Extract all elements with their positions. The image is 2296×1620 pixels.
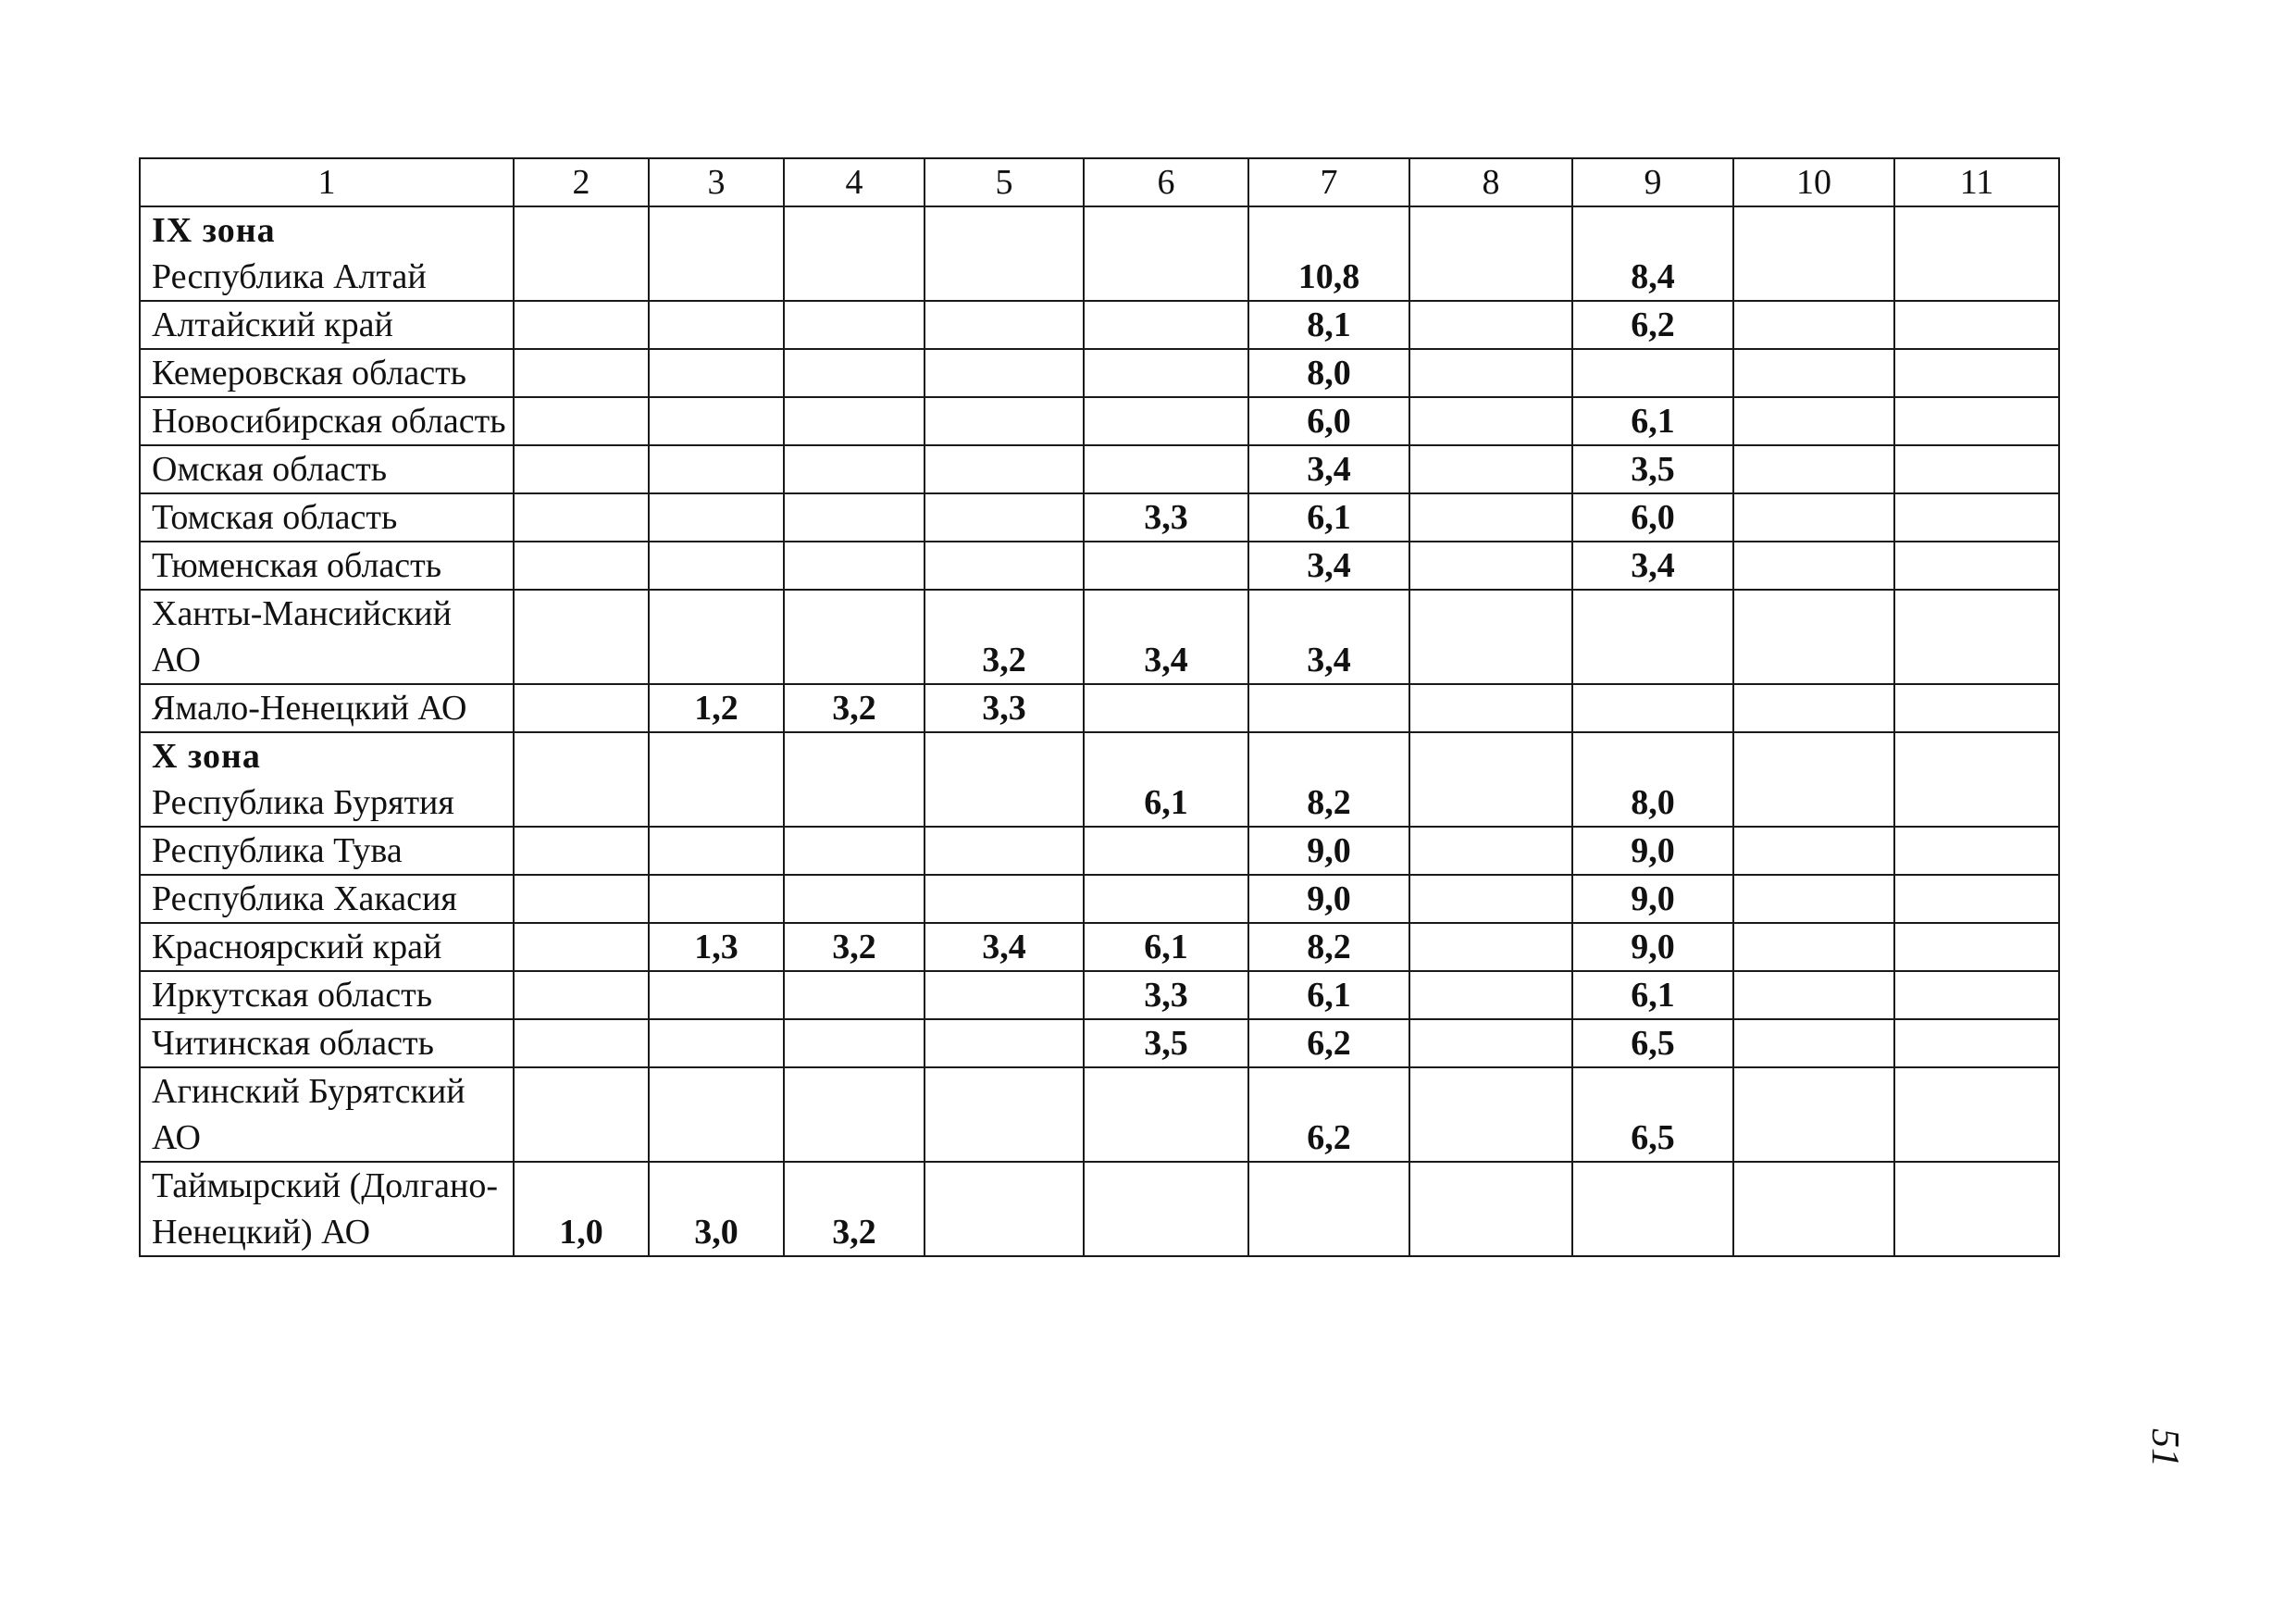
value-cell-col-11 bbox=[1894, 1067, 2059, 1162]
value-cell-col-3 bbox=[649, 301, 784, 349]
region-cell bbox=[140, 1067, 514, 1162]
region-cell bbox=[140, 542, 514, 590]
value-cell-col-2 bbox=[514, 827, 649, 875]
value-cell-col-11 bbox=[1894, 875, 2059, 923]
region-cell bbox=[140, 1019, 514, 1067]
value-cell-col-5 bbox=[925, 732, 1084, 827]
region-cell bbox=[140, 349, 514, 397]
value-cell-col-3: 3,0 bbox=[649, 1162, 784, 1256]
value-cell-col-6 bbox=[1084, 875, 1248, 923]
value-cell-col-2 bbox=[514, 590, 649, 684]
value-cell-col-7: 8,2 bbox=[1248, 923, 1409, 971]
value-cell-col-2 bbox=[514, 445, 649, 493]
value-cell-col-6: 3,3 bbox=[1084, 971, 1248, 1019]
column-number-6: 6 bbox=[1084, 158, 1248, 206]
zone-heading: X зона bbox=[152, 737, 261, 776]
value-cell-col-3 bbox=[649, 1019, 784, 1067]
value-cell-col-6 bbox=[1084, 684, 1248, 732]
column-number-11: 11 bbox=[1894, 158, 2059, 206]
value-cell-col-4 bbox=[784, 445, 925, 493]
value-cell-col-4 bbox=[784, 590, 925, 684]
value-cell-col-9 bbox=[1572, 684, 1733, 732]
region-cell bbox=[140, 827, 514, 875]
table-row bbox=[140, 732, 2059, 827]
column-number-row bbox=[140, 158, 2059, 206]
value-cell-col-3 bbox=[649, 875, 784, 923]
table-row bbox=[140, 301, 2059, 349]
value-cell-col-10 bbox=[1733, 875, 1894, 923]
region-cell bbox=[140, 1162, 514, 1256]
value-cell-col-3 bbox=[649, 590, 784, 684]
value-cell-col-11 bbox=[1894, 590, 2059, 684]
value-cell-col-7: 3,4 bbox=[1248, 542, 1409, 590]
value-cell-col-6: 6,1 bbox=[1084, 923, 1248, 971]
value-cell-col-7: 9,0 bbox=[1248, 875, 1409, 923]
value-cell-col-10 bbox=[1733, 301, 1894, 349]
region-name: Иркутская область bbox=[152, 976, 433, 1015]
region-cell bbox=[140, 923, 514, 971]
region-cell bbox=[140, 875, 514, 923]
region-cell bbox=[140, 493, 514, 542]
value-cell-col-9: 6,1 bbox=[1572, 971, 1733, 1019]
table-row bbox=[140, 971, 2059, 1019]
value-cell-col-7: 6,0 bbox=[1248, 397, 1409, 445]
value-cell-col-4 bbox=[784, 542, 925, 590]
value-cell-col-2 bbox=[514, 397, 649, 445]
value-cell-col-4 bbox=[784, 971, 925, 1019]
value-cell-col-11 bbox=[1894, 301, 2059, 349]
region-name: Республика Алтай bbox=[152, 257, 427, 296]
value-cell-col-8 bbox=[1409, 1019, 1572, 1067]
region-cell bbox=[140, 732, 514, 827]
value-cell-col-7: 3,4 bbox=[1248, 445, 1409, 493]
value-cell-col-6: 3,3 bbox=[1084, 493, 1248, 542]
value-cell-col-2 bbox=[514, 684, 649, 732]
value-cell-col-5 bbox=[925, 542, 1084, 590]
value-cell-col-2 bbox=[514, 1019, 649, 1067]
value-cell-col-7: 8,1 bbox=[1248, 301, 1409, 349]
region-name: Таймырский (Долгано-Ненецкий) АО bbox=[152, 1166, 499, 1252]
value-cell-col-11 bbox=[1894, 349, 2059, 397]
region-cell bbox=[140, 397, 514, 445]
value-cell-col-9 bbox=[1572, 590, 1733, 684]
value-cell-col-5 bbox=[925, 971, 1084, 1019]
value-cell-col-9: 8,0 bbox=[1572, 732, 1733, 827]
value-cell-col-4 bbox=[784, 875, 925, 923]
value-cell-col-7: 3,4 bbox=[1248, 590, 1409, 684]
value-cell-col-11 bbox=[1894, 827, 2059, 875]
value-cell-col-5 bbox=[925, 397, 1084, 445]
value-cell-col-2 bbox=[514, 1067, 649, 1162]
column-number-9: 9 bbox=[1572, 158, 1733, 206]
value-cell-col-6 bbox=[1084, 1162, 1248, 1256]
region-name: Республика Хакасия bbox=[152, 879, 457, 918]
value-cell-col-11 bbox=[1894, 732, 2059, 827]
value-cell-col-9 bbox=[1572, 349, 1733, 397]
column-number-1: 1 bbox=[140, 158, 514, 206]
value-cell-col-9: 6,5 bbox=[1572, 1067, 1733, 1162]
value-cell-col-4 bbox=[784, 827, 925, 875]
value-cell-col-6 bbox=[1084, 542, 1248, 590]
value-cell-col-8 bbox=[1409, 684, 1572, 732]
value-cell-col-8 bbox=[1409, 1067, 1572, 1162]
region-cell bbox=[140, 684, 514, 732]
value-cell-col-9: 6,2 bbox=[1572, 301, 1733, 349]
value-cell-col-3: 1,3 bbox=[649, 923, 784, 971]
value-cell-col-8 bbox=[1409, 349, 1572, 397]
region-cell bbox=[140, 590, 514, 684]
table-row bbox=[140, 1162, 2059, 1256]
value-cell-col-8 bbox=[1409, 206, 1572, 301]
region-cell bbox=[140, 301, 514, 349]
table-row bbox=[140, 875, 2059, 923]
value-cell-col-9: 9,0 bbox=[1572, 827, 1733, 875]
value-cell-col-8 bbox=[1409, 542, 1572, 590]
table-row bbox=[140, 827, 2059, 875]
value-cell-col-7: 6,2 bbox=[1248, 1067, 1409, 1162]
table-row bbox=[140, 445, 2059, 493]
value-cell-col-10 bbox=[1733, 1067, 1894, 1162]
value-cell-col-2 bbox=[514, 732, 649, 827]
value-cell-col-6: 6,1 bbox=[1084, 732, 1248, 827]
region-name: Республика Бурятия bbox=[152, 783, 454, 822]
value-cell-col-7: 6,1 bbox=[1248, 493, 1409, 542]
value-cell-col-2 bbox=[514, 206, 649, 301]
value-cell-col-8 bbox=[1409, 445, 1572, 493]
column-number-4: 4 bbox=[784, 158, 925, 206]
table-row bbox=[140, 349, 2059, 397]
value-cell-col-10 bbox=[1733, 1162, 1894, 1256]
value-cell-col-4: 3,2 bbox=[784, 923, 925, 971]
value-cell-col-2 bbox=[514, 923, 649, 971]
value-cell-col-6 bbox=[1084, 445, 1248, 493]
value-cell-col-4: 3,2 bbox=[784, 1162, 925, 1256]
value-cell-col-10 bbox=[1733, 684, 1894, 732]
column-number-3: 3 bbox=[649, 158, 784, 206]
value-cell-col-4: 3,2 bbox=[784, 684, 925, 732]
region-cell bbox=[140, 971, 514, 1019]
value-cell-col-10 bbox=[1733, 445, 1894, 493]
value-cell-col-9: 3,4 bbox=[1572, 542, 1733, 590]
value-cell-col-11 bbox=[1894, 493, 2059, 542]
value-cell-col-11 bbox=[1894, 923, 2059, 971]
value-cell-col-10 bbox=[1733, 397, 1894, 445]
value-cell-col-9: 3,5 bbox=[1572, 445, 1733, 493]
value-cell-col-2 bbox=[514, 971, 649, 1019]
value-cell-col-11 bbox=[1894, 1162, 2059, 1256]
value-cell-col-7: 6,1 bbox=[1248, 971, 1409, 1019]
value-cell-col-9: 9,0 bbox=[1572, 875, 1733, 923]
value-cell-col-7: 8,2 bbox=[1248, 732, 1409, 827]
table-row bbox=[140, 1019, 2059, 1067]
value-cell-col-11 bbox=[1894, 684, 2059, 732]
column-number-2: 2 bbox=[514, 158, 649, 206]
value-cell-col-2 bbox=[514, 349, 649, 397]
value-cell-col-7 bbox=[1248, 1162, 1409, 1256]
value-cell-col-8 bbox=[1409, 301, 1572, 349]
value-cell-col-5 bbox=[925, 875, 1084, 923]
value-cell-col-7 bbox=[1248, 684, 1409, 732]
value-cell-col-5: 3,4 bbox=[925, 923, 1084, 971]
value-cell-col-3 bbox=[649, 971, 784, 1019]
value-cell-col-8 bbox=[1409, 827, 1572, 875]
table-row bbox=[140, 493, 2059, 542]
value-cell-col-2 bbox=[514, 542, 649, 590]
value-cell-col-4 bbox=[784, 732, 925, 827]
table-row bbox=[140, 590, 2059, 684]
value-cell-col-2 bbox=[514, 493, 649, 542]
value-cell-col-4 bbox=[784, 349, 925, 397]
value-cell-col-7: 9,0 bbox=[1248, 827, 1409, 875]
value-cell-col-3 bbox=[649, 493, 784, 542]
value-cell-col-3 bbox=[649, 445, 784, 493]
value-cell-col-8 bbox=[1409, 971, 1572, 1019]
region-name: Читинская область bbox=[152, 1024, 434, 1063]
value-cell-col-10 bbox=[1733, 206, 1894, 301]
value-cell-col-5 bbox=[925, 827, 1084, 875]
value-cell-col-5 bbox=[925, 1162, 1084, 1256]
value-cell-col-10 bbox=[1733, 1019, 1894, 1067]
value-cell-col-4 bbox=[784, 1067, 925, 1162]
value-cell-col-5 bbox=[925, 493, 1084, 542]
value-cell-col-7: 8,0 bbox=[1248, 349, 1409, 397]
value-cell-col-8 bbox=[1409, 1162, 1572, 1256]
value-cell-col-5 bbox=[925, 445, 1084, 493]
region-cell bbox=[140, 445, 514, 493]
region-name: Республика Тува bbox=[152, 831, 403, 870]
page-number: 51 bbox=[2143, 1428, 2186, 1467]
value-cell-col-10 bbox=[1733, 827, 1894, 875]
zone-heading: IX зона bbox=[152, 211, 276, 250]
table-body bbox=[140, 158, 2059, 1256]
value-cell-col-10 bbox=[1733, 971, 1894, 1019]
value-cell-col-9: 6,5 bbox=[1572, 1019, 1733, 1067]
value-cell-col-2 bbox=[514, 301, 649, 349]
value-cell-col-3 bbox=[649, 1067, 784, 1162]
region-name: Омская область bbox=[152, 450, 388, 489]
value-cell-col-6 bbox=[1084, 397, 1248, 445]
region-name: Ханты-Мансийский АО bbox=[152, 594, 452, 679]
value-cell-col-10 bbox=[1733, 542, 1894, 590]
value-cell-col-11 bbox=[1894, 397, 2059, 445]
value-cell-col-8 bbox=[1409, 875, 1572, 923]
region-name: Ямало-Ненецкий АО bbox=[152, 689, 467, 728]
value-cell-col-6 bbox=[1084, 1067, 1248, 1162]
value-cell-col-6: 3,5 bbox=[1084, 1019, 1248, 1067]
value-cell-col-9: 8,4 bbox=[1572, 206, 1733, 301]
value-cell-col-2 bbox=[514, 875, 649, 923]
value-cell-col-5 bbox=[925, 206, 1084, 301]
value-cell-col-3 bbox=[649, 349, 784, 397]
value-cell-col-6 bbox=[1084, 349, 1248, 397]
region-name: Красноярский край bbox=[152, 928, 442, 966]
value-cell-col-7: 10,8 bbox=[1248, 206, 1409, 301]
column-number-5: 5 bbox=[925, 158, 1084, 206]
value-cell-col-6: 3,4 bbox=[1084, 590, 1248, 684]
value-cell-col-6 bbox=[1084, 206, 1248, 301]
region-name: Агинский Бурятский АО bbox=[152, 1072, 465, 1157]
value-cell-col-2: 1,0 bbox=[514, 1162, 649, 1256]
value-cell-col-8 bbox=[1409, 590, 1572, 684]
table-row bbox=[140, 542, 2059, 590]
value-cell-col-4 bbox=[784, 493, 925, 542]
value-cell-col-7: 6,2 bbox=[1248, 1019, 1409, 1067]
value-cell-col-5: 3,2 bbox=[925, 590, 1084, 684]
value-cell-col-11 bbox=[1894, 1019, 2059, 1067]
table-row bbox=[140, 923, 2059, 971]
value-cell-col-3 bbox=[649, 542, 784, 590]
value-cell-col-6 bbox=[1084, 827, 1248, 875]
value-cell-col-8 bbox=[1409, 397, 1572, 445]
value-cell-col-10 bbox=[1733, 923, 1894, 971]
value-cell-col-4 bbox=[784, 397, 925, 445]
value-cell-col-3 bbox=[649, 732, 784, 827]
value-cell-col-3 bbox=[649, 397, 784, 445]
value-cell-col-8 bbox=[1409, 732, 1572, 827]
value-cell-col-9: 6,1 bbox=[1572, 397, 1733, 445]
value-cell-col-8 bbox=[1409, 493, 1572, 542]
value-cell-col-8 bbox=[1409, 923, 1572, 971]
value-cell-col-4 bbox=[784, 1019, 925, 1067]
value-cell-col-11 bbox=[1894, 206, 2059, 301]
value-cell-col-4 bbox=[784, 301, 925, 349]
value-cell-col-5 bbox=[925, 1019, 1084, 1067]
column-number-8: 8 bbox=[1409, 158, 1572, 206]
value-cell-col-3 bbox=[649, 206, 784, 301]
value-cell-col-10 bbox=[1733, 590, 1894, 684]
table-row bbox=[140, 1067, 2059, 1162]
value-cell-col-4 bbox=[784, 206, 925, 301]
value-cell-col-3: 1,2 bbox=[649, 684, 784, 732]
value-cell-col-5 bbox=[925, 349, 1084, 397]
region-name: Новосибирская область bbox=[152, 402, 506, 441]
region-coefficient-table bbox=[139, 157, 2060, 1257]
value-cell-col-6 bbox=[1084, 301, 1248, 349]
region-name: Тюменская область bbox=[152, 546, 442, 585]
value-cell-col-9: 9,0 bbox=[1572, 923, 1733, 971]
table-row bbox=[140, 397, 2059, 445]
value-cell-col-11 bbox=[1894, 971, 2059, 1019]
table-row bbox=[140, 206, 2059, 301]
column-number-7: 7 bbox=[1248, 158, 1409, 206]
region-name: Алтайский край bbox=[152, 305, 393, 344]
value-cell-col-3 bbox=[649, 827, 784, 875]
column-number-10: 10 bbox=[1733, 158, 1894, 206]
region-cell bbox=[140, 206, 514, 301]
value-cell-col-9: 6,0 bbox=[1572, 493, 1733, 542]
value-cell-col-11 bbox=[1894, 542, 2059, 590]
region-name: Томская область bbox=[152, 498, 398, 537]
value-cell-col-5: 3,3 bbox=[925, 684, 1084, 732]
value-cell-col-9 bbox=[1572, 1162, 1733, 1256]
region-name: Кемеровская область bbox=[152, 354, 467, 393]
value-cell-col-10 bbox=[1733, 493, 1894, 542]
value-cell-col-10 bbox=[1733, 349, 1894, 397]
value-cell-col-11 bbox=[1894, 445, 2059, 493]
value-cell-col-5 bbox=[925, 301, 1084, 349]
table-row bbox=[140, 684, 2059, 732]
value-cell-col-5 bbox=[925, 1067, 1084, 1162]
value-cell-col-10 bbox=[1733, 732, 1894, 827]
